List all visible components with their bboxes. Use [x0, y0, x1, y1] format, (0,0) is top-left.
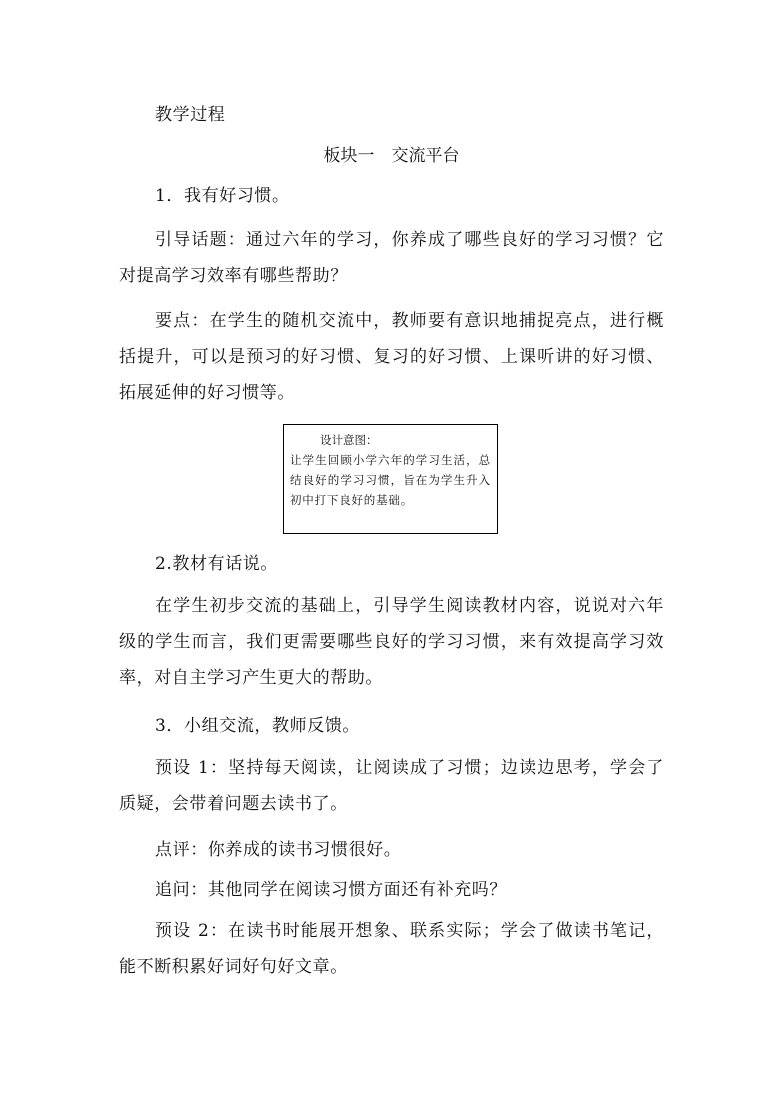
- preset-1-paragraph: 预设 1：坚持每天阅读，让阅读成了习惯；边读边思考，学会了质疑，会带着问题去读书了。: [119, 758, 664, 814]
- key-points-paragraph: 要点：在学生的随机交流中，教师要有意识地捕捉亮点，进行概括提升，可以是预习的好习惯、复习的好习惯、上课听讲的好习惯、拓展延伸的好习惯等。: [119, 311, 664, 403]
- item-2-paragraph: 在学生初步交流的基础上，引导学生阅读教材内容，说说对六年级的学生而言，我们更需要哪些良好的学习习惯，来有效提高学习效率，对自主学习产生更大的帮助。: [119, 596, 664, 688]
- comment-paragraph: 点评：你养成的读书习惯很好。: [155, 840, 402, 860]
- item-3-heading: 3．小组交流，教师反馈。: [155, 716, 361, 736]
- preset-2-paragraph: 预设 2：在读书时能展开想象、联系实际；学会了做读书笔记，能不断积累好词好句好文章。: [119, 921, 664, 977]
- item-2-heading: 2.教材有话说。: [155, 554, 279, 574]
- design-intent-box: [283, 424, 498, 534]
- item-1-heading: 1．我有好习惯。: [155, 186, 290, 206]
- block-heading: 板块一 交流平台: [323, 146, 460, 166]
- design-intent-title: 设计意图：: [320, 433, 378, 447]
- guide-question-paragraph: 引导话题：通过六年的学习，你养成了哪些良好的学习习惯？它对提高学习效率有哪些帮助？: [119, 230, 664, 286]
- section-title: 教学过程: [155, 105, 226, 125]
- followup-paragraph: 追问：其他同学在阅读习惯方面还有补充吗？: [155, 880, 507, 900]
- design-intent-body: 让学生回顾小学六年的学习生活，总结良好的学习习惯，旨在为学生升入初中打下良好的基础。: [290, 453, 491, 507]
